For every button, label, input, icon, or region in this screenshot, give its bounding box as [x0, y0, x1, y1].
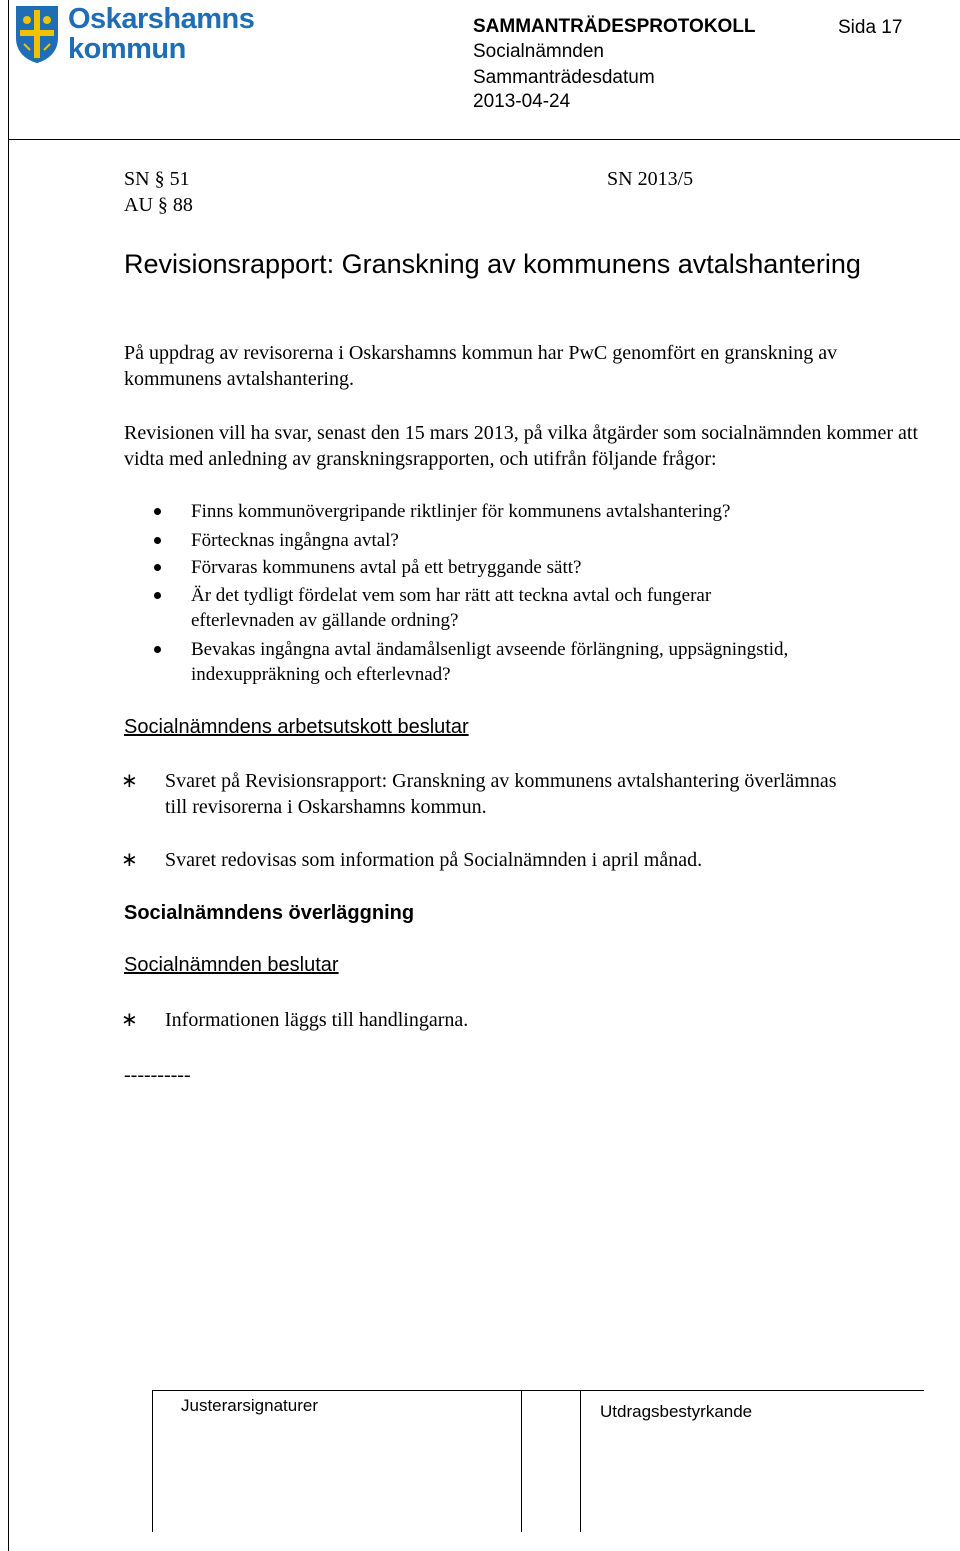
coat-of-arms-icon	[14, 4, 60, 64]
request-paragraph: Revisionen vill ha svar, senast den 15 mars 2013, på vilka åtgärder som socialnämnden kommer att vidta med anledning av granskningsrapporten, och utifrån följande frågor:	[124, 422, 919, 470]
bullet-dot	[154, 508, 161, 515]
bullet-dot	[154, 646, 161, 653]
sn-paragraph-ref: SN § 51	[124, 168, 190, 190]
logo-wordmark	[68, 4, 254, 64]
logo-line2: kommun	[68, 33, 186, 65]
au-decision-heading: Socialnämndens arbetsutskott beslutar	[124, 716, 469, 738]
signature-box-divider	[152, 1390, 153, 1532]
meeting-date-label: Sammanträdesdatum	[473, 67, 655, 88]
committee-name: Socialnämnden	[473, 41, 604, 62]
bullet-dot	[154, 592, 161, 599]
list-item: Är det tydligt fördelat vem som har rätt att teckna avtal och fungerar	[191, 585, 712, 606]
au-paragraph-ref: AU § 88	[124, 194, 193, 216]
decision-item: Svaret redovisas som information på Socialnämnden i april månad.	[165, 849, 703, 871]
decision-item-continuation: till revisorerna i Oskarshamns kommun.	[165, 796, 487, 818]
deliberation-heading: Socialnämndens överläggning	[124, 902, 415, 924]
signature-box-top-border	[152, 1390, 924, 1391]
list-item: Förtecknas ingångna avtal?	[191, 530, 399, 551]
decision-bullet: ∗	[121, 849, 138, 871]
list-item-continuation: efterlevnaden av gällande ordning?	[191, 610, 459, 631]
municipality-logo	[14, 4, 264, 66]
page-title: Revisionsrapport: Granskning av kommunens avtalshantering	[124, 249, 861, 279]
signatures-label: Justerarsignaturer	[181, 1396, 319, 1415]
end-marker: ----------	[124, 1064, 191, 1086]
decision-item: Svaret på Revisionsrapport: Granskning av kommunens avtalshantering överlämnas	[165, 770, 837, 792]
logo-line1: Oskarshamns	[68, 3, 255, 35]
list-item-continuation: indexuppräkning och efterlevnad?	[191, 664, 451, 685]
extract-certification-label: Utdragsbestyrkande	[600, 1402, 753, 1421]
intro-paragraph: På uppdrag av revisorerna i Oskarshamns kommun har PwC genomfört en granskning av kommunens avtalshantering.	[124, 342, 838, 390]
page-number: Sida 17	[838, 17, 903, 38]
meeting-date-value: 2013-04-24	[473, 91, 571, 112]
bullet-dot	[154, 564, 161, 571]
list-item: Bevakas ingångna avtal ändamålsenligt avseende förlängning, uppsägningstid,	[191, 639, 789, 660]
decision-bullet: ∗	[121, 770, 138, 792]
decision-item: Informationen läggs till handlingarna.	[165, 1009, 469, 1031]
list-item: Finns kommunövergripande riktlinjer för kommunens avtalshantering?	[191, 501, 731, 522]
signature-box-divider	[580, 1390, 581, 1532]
case-number: SN 2013/5	[607, 168, 694, 190]
signature-box-divider	[521, 1390, 522, 1532]
sn-decision-heading: Socialnämnden beslutar	[124, 954, 339, 976]
left-margin-rule	[8, 0, 9, 1551]
header-divider	[8, 139, 960, 140]
document-type: SAMMANTRÄDESPROTOKOLL	[473, 16, 756, 37]
decision-bullet: ∗	[121, 1009, 138, 1031]
bullet-dot	[154, 537, 161, 544]
list-item: Förvaras kommunens avtal på ett betryggande sätt?	[191, 557, 582, 578]
